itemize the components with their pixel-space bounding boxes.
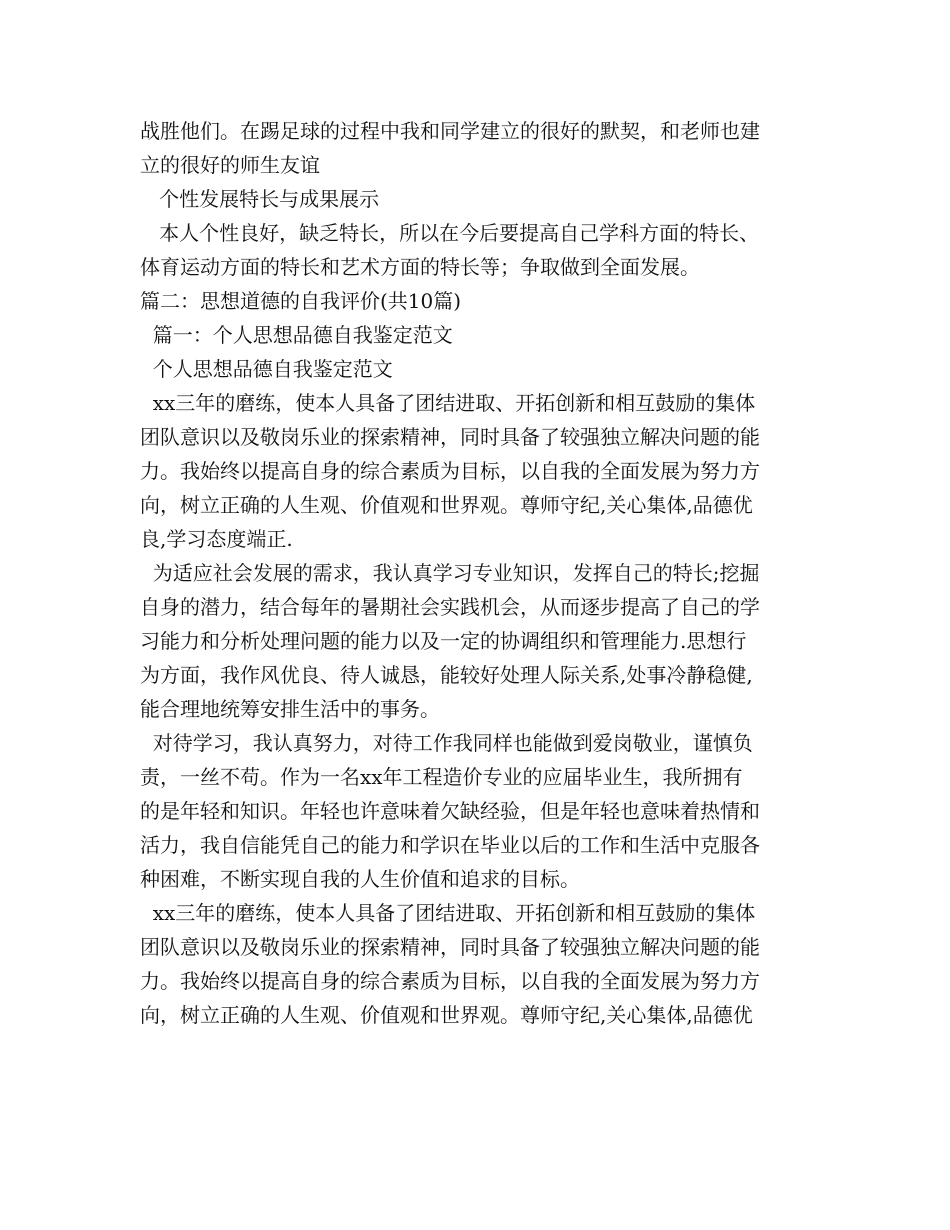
text-line: 立的很好的师生友谊 [140, 153, 320, 177]
text-line: 习能力和分析处理问题的能力以及一定的协调组织和管理能力.思想行 [140, 629, 747, 653]
text-line: 良,学习态度端正. [140, 527, 293, 551]
text-line: 责，一丝不苟。作为一名xx年工程造价专业的应届毕业生，我所拥有 [140, 765, 743, 789]
text-line: 能合理地统筹安排生活中的事务。 [140, 697, 440, 721]
section-heading: 个性发展特长与成果展示 [140, 187, 380, 211]
document-body [140, 114, 830, 1032]
text-line: 种困难，不断实现自我的人生价值和追求的目标。 [140, 867, 580, 891]
text-line: 力。我始终以提高自身的综合素质为目标，以自我的全面发展为努力方 [140, 969, 760, 993]
text-line: 的是年轻和知识。年轻也许意味着欠缺经验，但是年轻也意味着热情和 [140, 799, 760, 823]
article-title: 个人思想品德自我鉴定范文 [140, 357, 393, 381]
text-line: 向，树立正确的人生观、价值观和世界观。尊师守纪,关心集体,品德优 [140, 1003, 753, 1027]
text-line: xx三年的磨练，使本人具备了团结进取、开拓创新和相互鼓励的集体 [140, 901, 756, 925]
text-line: xx三年的磨练，使本人具备了团结进取、开拓创新和相互鼓励的集体 [140, 391, 756, 415]
text-line: 活力，我自信能凭自己的能力和学识在毕业以后的工作和生活中克服各 [140, 833, 760, 857]
text-line: 向，树立正确的人生观、价值观和世界观。尊师守纪,关心集体,品德优 [140, 493, 753, 517]
text-line: 战胜他们。在踢足球的过程中我和同学建立的很好的默契，和老师也建 [140, 119, 760, 143]
article-heading: 篇一：个人思想品德自我鉴定范文 [140, 323, 453, 347]
text-line: 本人个性良好，缺乏特长，所以在今后要提高自己学科方面的特长、 [140, 221, 760, 245]
text-line: 对待学习，我认真努力，对待工作我同样也能做到爱岗敬业，谨慎负 [140, 731, 753, 755]
chapter-heading: 篇二：思想道德的自我评价(共10篇) [140, 289, 462, 313]
text-line: 力。我始终以提高自身的综合素质为目标，以自我的全面发展为努力方 [140, 459, 760, 483]
text-line: 自身的潜力，结合每年的暑期社会实践机会，从而逐步提高了自己的学 [140, 595, 760, 619]
text-line: 体育运动方面的特长和艺术方面的特长等；争取做到全面发展。 [140, 255, 700, 279]
text-line: 为适应社会发展的需求，我认真学习专业知识，发挥自己的特长;挖掘 [140, 561, 760, 585]
text-line: 团队意识以及敬岗乐业的探索精神，同时具备了较强独立解决问题的能 [140, 935, 760, 959]
text-line: 团队意识以及敬岗乐业的探索精神，同时具备了较强独立解决问题的能 [140, 425, 760, 449]
text-line: 为方面，我作风优良、待人诚恳，能较好处理人际关系,处事冷静稳健, [140, 663, 753, 687]
